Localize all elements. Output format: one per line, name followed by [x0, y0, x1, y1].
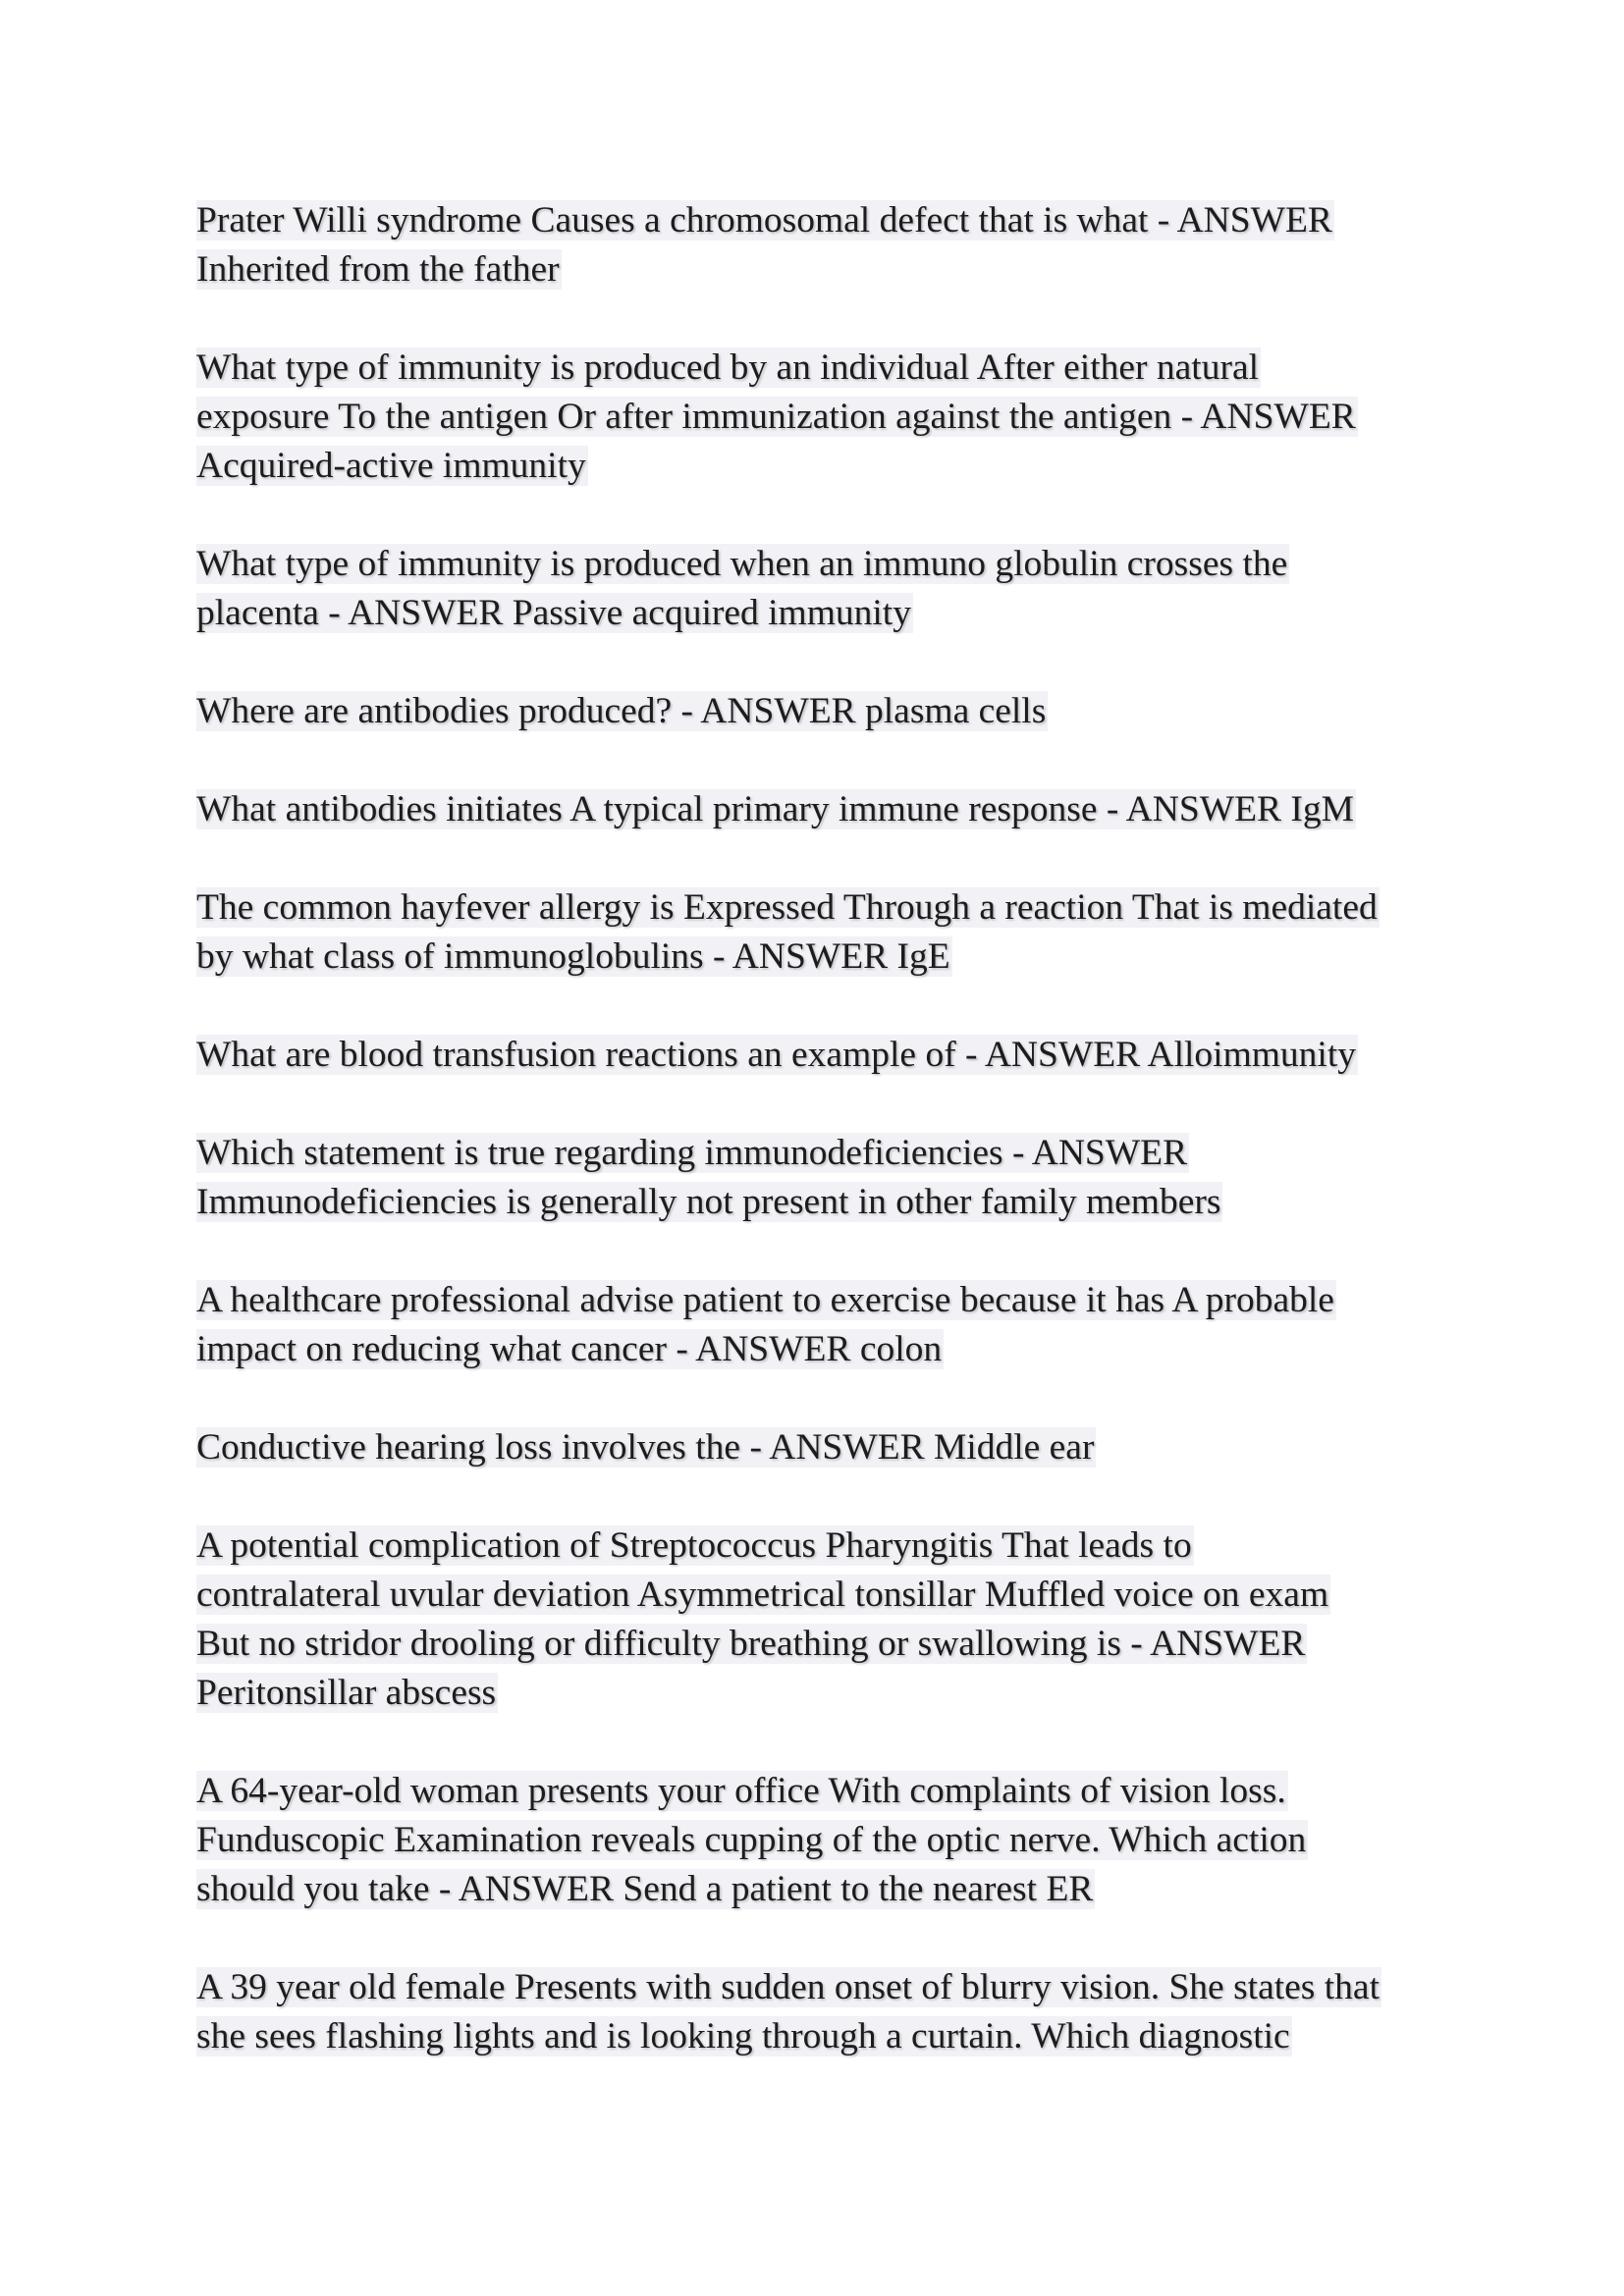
text-line: Conductive hearing loss involves the - ANSWER Middle ear — [196, 1427, 1095, 1468]
text-line: What type of immunity is produced by an individual After either natural — [196, 347, 1260, 388]
text-line: A 39 year old female Presents with sudden onset of blurry vision. She states that — [196, 1967, 1380, 2007]
qa-item — [196, 196, 1463, 294]
text-line: Acquired-active immunity — [196, 446, 586, 486]
qa-item — [196, 1276, 1463, 1374]
text-line: Inherited from the father — [196, 249, 560, 290]
text-line: A healthcare professional advise patient to exercise because it has A probable — [196, 1280, 1334, 1320]
text-line: But no stridor drooling or difficulty breathing or swallowing is - ANSWER — [196, 1624, 1306, 1664]
document-page — [196, 196, 1463, 2110]
text-line: What antibodies initiates A typical primary immune response - ANSWER IgM — [196, 789, 1354, 829]
text-line: impact on reducing what cancer - ANSWER colon — [196, 1329, 943, 1369]
text-line: A 64-year-old woman presents your office With complaints of vision loss. — [196, 1771, 1286, 1811]
text-line: What type of immunity is produced when an immuno globulin crosses the — [196, 544, 1288, 584]
text-line: Immunodeficiencies is generally not present in other family members — [196, 1182, 1221, 1222]
qa-item — [196, 883, 1463, 982]
qa-item — [196, 785, 1463, 834]
text-line: Peritonsillar abscess — [196, 1673, 497, 1713]
text-line: placenta - ANSWER Passive acquired immunity — [196, 593, 911, 633]
qa-item — [196, 1031, 1463, 1080]
qa-item — [196, 540, 1463, 638]
text-line: by what class of immunoglobulins - ANSWER IgE — [196, 936, 950, 977]
qa-item — [196, 687, 1463, 736]
text-line: contralateral uvular deviation Asymmetrical tonsillar Muffled voice on exam — [196, 1575, 1329, 1615]
qa-item — [196, 1963, 1463, 2061]
text-line: she sees flashing lights and is looking through a curtain. Which diagnostic — [196, 2016, 1290, 2056]
text-line: What are blood transfusion reactions an example of - ANSWER Alloimmunity — [196, 1035, 1356, 1075]
text-line: A potential complication of Streptococcus Pharyngitis That leads to — [196, 1525, 1192, 1566]
text-line: Which statement is true regarding immunodeficiencies - ANSWER — [196, 1133, 1188, 1173]
qa-item — [196, 344, 1463, 491]
text-line: exposure To the antigen Or after immunization against the antigen - ANSWER — [196, 397, 1356, 437]
qa-item — [196, 1423, 1463, 1472]
text-line: Where are antibodies produced? - ANSWER plasma cells — [196, 691, 1047, 731]
text-line: should you take - ANSWER Send a patient to the nearest ER — [196, 1869, 1094, 1909]
qa-item — [196, 1522, 1463, 1718]
qa-item — [196, 1767, 1463, 1914]
text-line: Funduscopic Examination reveals cupping of the optic nerve. Which action — [196, 1820, 1307, 1860]
text-line: Prater Willi syndrome Causes a chromosomal defect that is what - ANSWER — [196, 200, 1332, 240]
qa-item — [196, 1129, 1463, 1227]
text-line: The common hayfever allergy is Expressed Through a reaction That is mediated — [196, 887, 1378, 928]
